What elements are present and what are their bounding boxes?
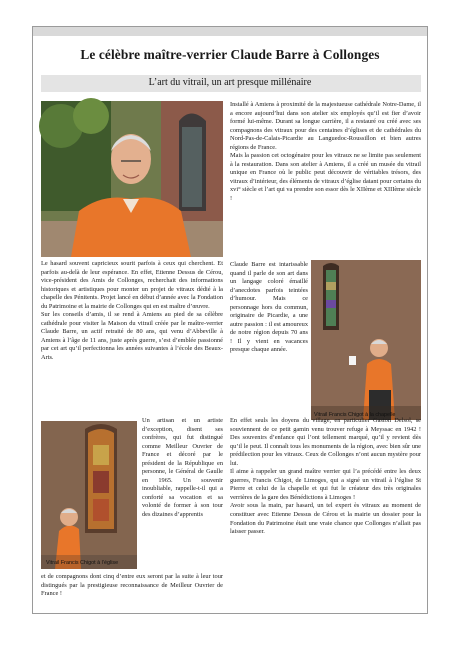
page-title: Le célèbre maître-verrier Claude Barre à Collonges (80, 47, 380, 62)
left-paragraph-1: Le hasard souvent capricieux sourit parfois à ceux qui cherchent. Et parfois au-delà de leur espérance. En effet, Etienne Dessus de Cérou, vice-président des Amis de Collonges, recherchait des informations historiques et artistiques pour monter un projet de vitraux dédié à la chapelle des Pénitents. Projet lancé en début d’année avec la Fondation du Patrimoine et la mairie de Collonges qui en est maître d’œuvre. (41, 260, 223, 310)
right-paragraph-4: En effet seuls les doyens du village, en particulier Gaston Delsol, se souviennent de ce petit gamin venu trouver refuge à Meyssac en 1942 ! Des souvenirs d’enfance qui l’ont tellement marqué, qu’il y revient dès qu’il le peut. Il connaît tous les monuments de la région, avec bien sûr une prédilection pour les vitraux. Ceux de Collonges n’ont aucun mystère pour lui. (230, 417, 421, 467)
church-window-image (41, 421, 137, 569)
chapel-caption: Vitrail Francis Chigot à la chapelle (314, 412, 396, 418)
left-paragraph-2: Sur les conseils d’amis, il se rend à Amiens au pied de sa célèbre cathédrale pour visiter la Maison du vitrail créée par le maître-verrier Claude Barre, un actif retraité de 80 ans, qui venu d’Abbeville à Amiens à l’âge de 11 ans, juste après guerre, s’est d’emblée passionné par cet art qu’il perfectionna les années suivantes à l’école des Beaux-Arts. (41, 311, 223, 362)
top-bar (33, 27, 427, 36)
portrait-image (41, 101, 223, 257)
page-subtitle: L’art du vitrail, un art presque millénaire (148, 77, 312, 88)
chapel-image (311, 260, 421, 420)
right-paragraph-2: Mais la passion cet octogénaire pour les vitraux ne se limite pas seulement à la restauration. Dans son atelier à Amiens, il a créé un musée du vitrail unique en France où le public peut découvrir de véritables trésors, des vitraux d’intérieur, des éléments de vitraux d’église datant pour certains du xvi° siècle et l’art qui va prendre son essor dès le XIIème et XIIIème siècle ! (230, 152, 421, 203)
left-paragraph-3-end: et de compagnons dont cinq d’entre eux seront par la suite à leur tour distingués par la prestigieuse reconnaissance de Meilleur Ouvrier de France ! (41, 573, 223, 598)
left-column-text-3 (41, 573, 223, 598)
right-column-text (230, 101, 421, 261)
left-column-text-2 (142, 417, 223, 571)
portrait-photo (41, 101, 223, 257)
church-window-caption: Vitrail Francis Chigot à l’église (46, 560, 119, 566)
left-paragraph-3: Un artisan et un artiste d’exception, disent ses confrères, qui fut distingué comme Meilleur Ouvrier de France et décoré par le président de la République en personne, le Général de Gaulle en 1965. Un souvenir inoubliable, rappelle-t-il qui a conforté sa vocation et sa volonté de former à son tour des dizaines d’apprentis (142, 417, 223, 519)
newsletter-page (32, 26, 428, 614)
chapel-photo (311, 260, 421, 420)
right-paragraph-1: Installé à Amiens à proximité de la majestueuse cathédrale Notre-Dame, il a encore aujourd’hui dans son atelier six employés qu’il est fier d’avoir formé lui-même. Durant sa longue carrière, il a restauré ou créé avec ses compagnons des vitraux pour des centaines d’églises et de cathédrales du Nord-Pas-de-Calais-Picardie au Languedoc-Roussillon et bien autres régions de France. (230, 101, 421, 151)
right-column-lower-text (230, 417, 421, 603)
right-paragraph-6: Avoir sous la main, par hasard, un tel expert ès vitraux au moment de constituer avec Etienne Dessus de Cérou et la mairie un dossier pour la Fondation du Patrimoine était une vraie chance que Collonges n’allait pas laisser passer. (230, 502, 421, 536)
left-column-text (41, 260, 223, 417)
right-paragraph-5: Il aime à rappeler un grand maître verrier qui l’a précédé entre les deux guerres, Francis Chigot, de Limoges, qui a signé un vitrail à l’église St Pierre et celui de la chapelle et qui fut le créateur des très originales verrières de la gare des Bénédictions à Limoges ! (230, 468, 421, 501)
right-paragraph-3: Claude Barre est intarissable quand il parle de son art dans un langage coloré émaillé d’anecdotes parfois teintées d’humour. Mais ce personnage hors du commun, originaire de Picardie, a une autre passion : il est amoureux de notre région depuis 70 ans ! Il y vient en vacances presque chaque année. (230, 261, 308, 354)
church-window-photo (41, 421, 137, 569)
right-column-narrow-text (230, 261, 308, 417)
